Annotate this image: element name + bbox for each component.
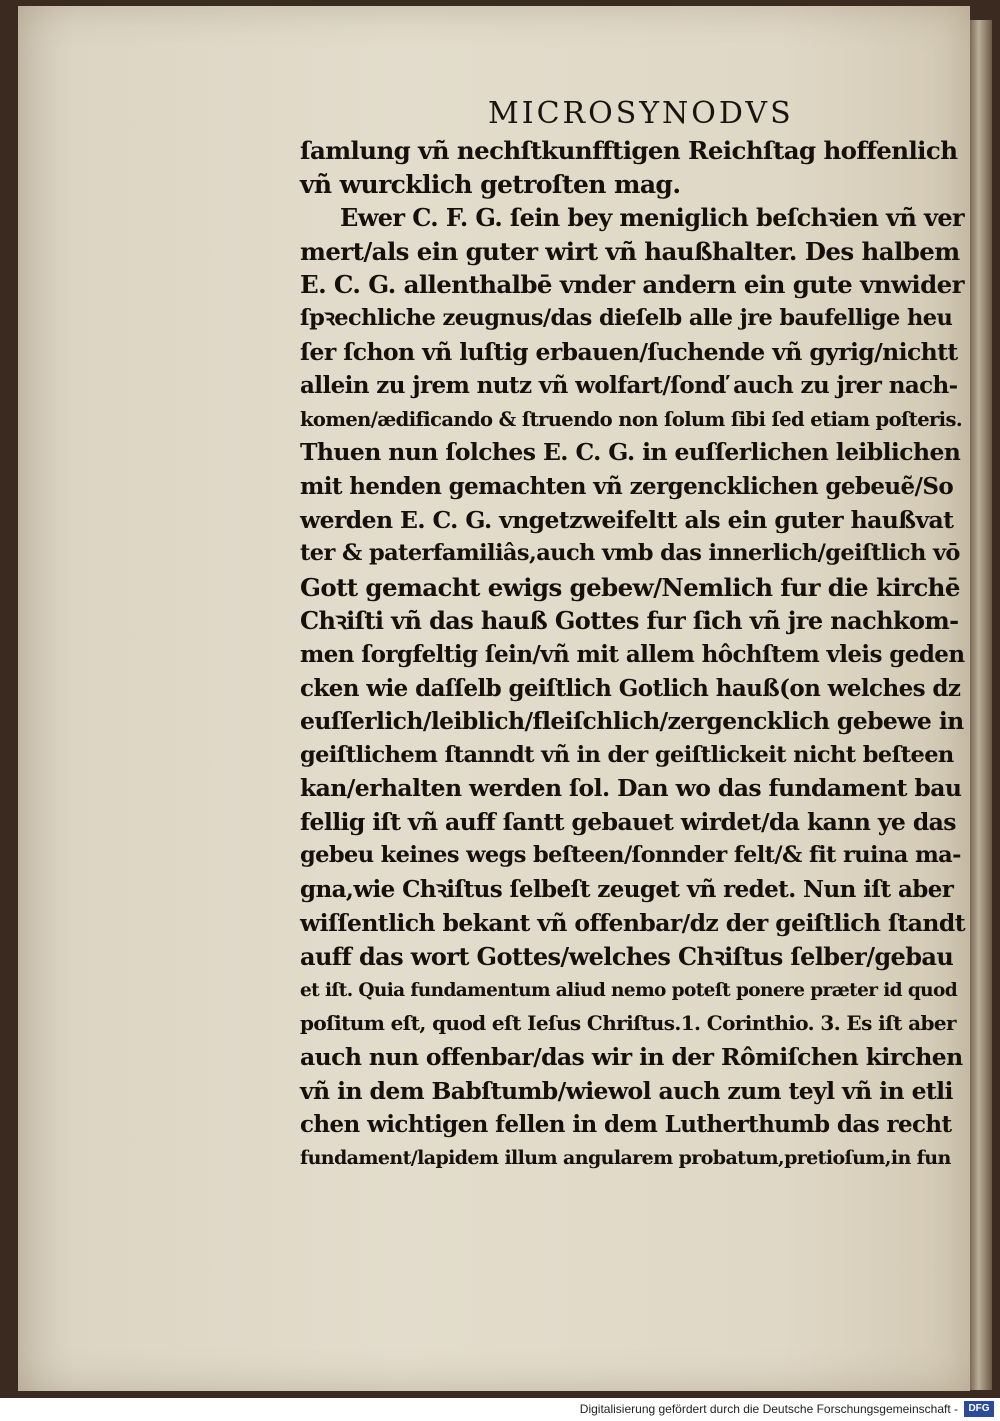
funding-credit: Digitalisierung gefördert durch die Deutsche Forschungsgemeinschaft - (579, 1402, 958, 1416)
page-edge (970, 20, 992, 1390)
dfg-logo: DFG (964, 1401, 994, 1417)
text-line: ſpꝛechliche zeugnus/das dieſelb alle jre baufellige heu (300, 304, 953, 331)
text-line: fellig iſt vñ auff ſantt gebauet wirdet/da kann ye das (300, 807, 956, 836)
text-line: E. C. G. allenthalbē vnder andern ein gute vnwider (300, 270, 964, 300)
text-line: werden E. C. G. vngetzweifeltt als ein guter haußvat (300, 505, 954, 534)
text-line: kan/erhalten werden ſol. Dan wo das fundament bau (300, 774, 962, 803)
text-line: et iſt. Quia fundamentum aliud nemo poteſt ponere præter id quod (300, 979, 958, 1001)
text-line: geiſtlichem ſtanndt vñ in der geiſtlickeit nicht beſteen (300, 741, 954, 768)
footer-bar (0, 1398, 1000, 1421)
running-header: MICROSYNODVS (488, 96, 794, 131)
text-line: wiſſentlich bekant vñ offenbar/dz der geiſtlich ſtandt (300, 908, 965, 937)
text-line: ſer ſchon vñ luſtig erbauen/ſuchende vñ gyrig/nichtt (300, 337, 958, 366)
text-line: ter & paterfamiliâs,auch vmb das innerlich/geiſtlich vō (300, 540, 960, 567)
text-line: mert/als ein guter wirt vñ haußhalter. Des halbem (300, 236, 960, 266)
text-line: Gott gemacht ewigs gebew/Nemlich fur die kirchē (300, 572, 960, 602)
text-line: mit henden gemachten vñ zergencklichen gebeuẽ/So (300, 472, 954, 500)
text-line: gna,wie Chꝛiſtus ſelbeſt zeuget vñ redet. Nun iſt aber (300, 876, 954, 904)
text-line: euſſerlich/leiblich/fleiſchlich/zergencklich gebewe in (300, 707, 964, 736)
text-line: vñ in dem Babſtumb/wiewol auch zum teyl vñ in etli (300, 1076, 953, 1105)
text-line: ſamlung vñ nechſtkunfftigen Reichſtag hoffenlich (300, 136, 958, 165)
text-line: fundament/lapidem illum angularem probatum,pretioſum,in fun (300, 1146, 951, 1169)
text-line: Ewer C. F. G. ſein bey meniglich beſchꝛien vñ ver (340, 203, 965, 233)
text-line: chen wichtigen fellen in dem Lutherthumb das recht (300, 1111, 952, 1139)
text-line: Chꝛiſti vñ das hauß Gottes fur ſich vñ jre nachkom- (300, 606, 959, 636)
text-line: auch nun offenbar/das wir in der Rômiſchen kirchen (300, 1043, 963, 1072)
body-text (300, 134, 965, 1175)
text-line: vñ wurcklich getroſten mag. (300, 169, 681, 199)
text-line: cken wie daſſelb geiſtlich Gotlich hauß(on welches dz (300, 674, 961, 702)
text-line: allein zu jrem nutz vñ wolfart/ſonď auch zu jrer nach- (300, 372, 958, 400)
text-line: men ſorgfeltig ſein/vñ mit allem hôchſtem vleis geden (300, 640, 965, 668)
text-line: auff das wort Gottes/welches Chꝛiſtus ſelber/gebau (300, 942, 954, 972)
text-line: gebeu keines wegs beſteen/ſonnder felt/& fit ruina ma- (300, 842, 961, 869)
text-line: Thuen nun ſolches E. C. G. in euſſerlichen leiblichen (300, 438, 961, 467)
text-line: poſitum eſt, quod eſt Ieſus Chriſtus.1. Corinthio. 3. Es iſt aber (300, 1011, 956, 1036)
text-line: komen/ædificando & ſtruendo non ſolum ſibi ſed etiam poſteris. (300, 407, 963, 431)
